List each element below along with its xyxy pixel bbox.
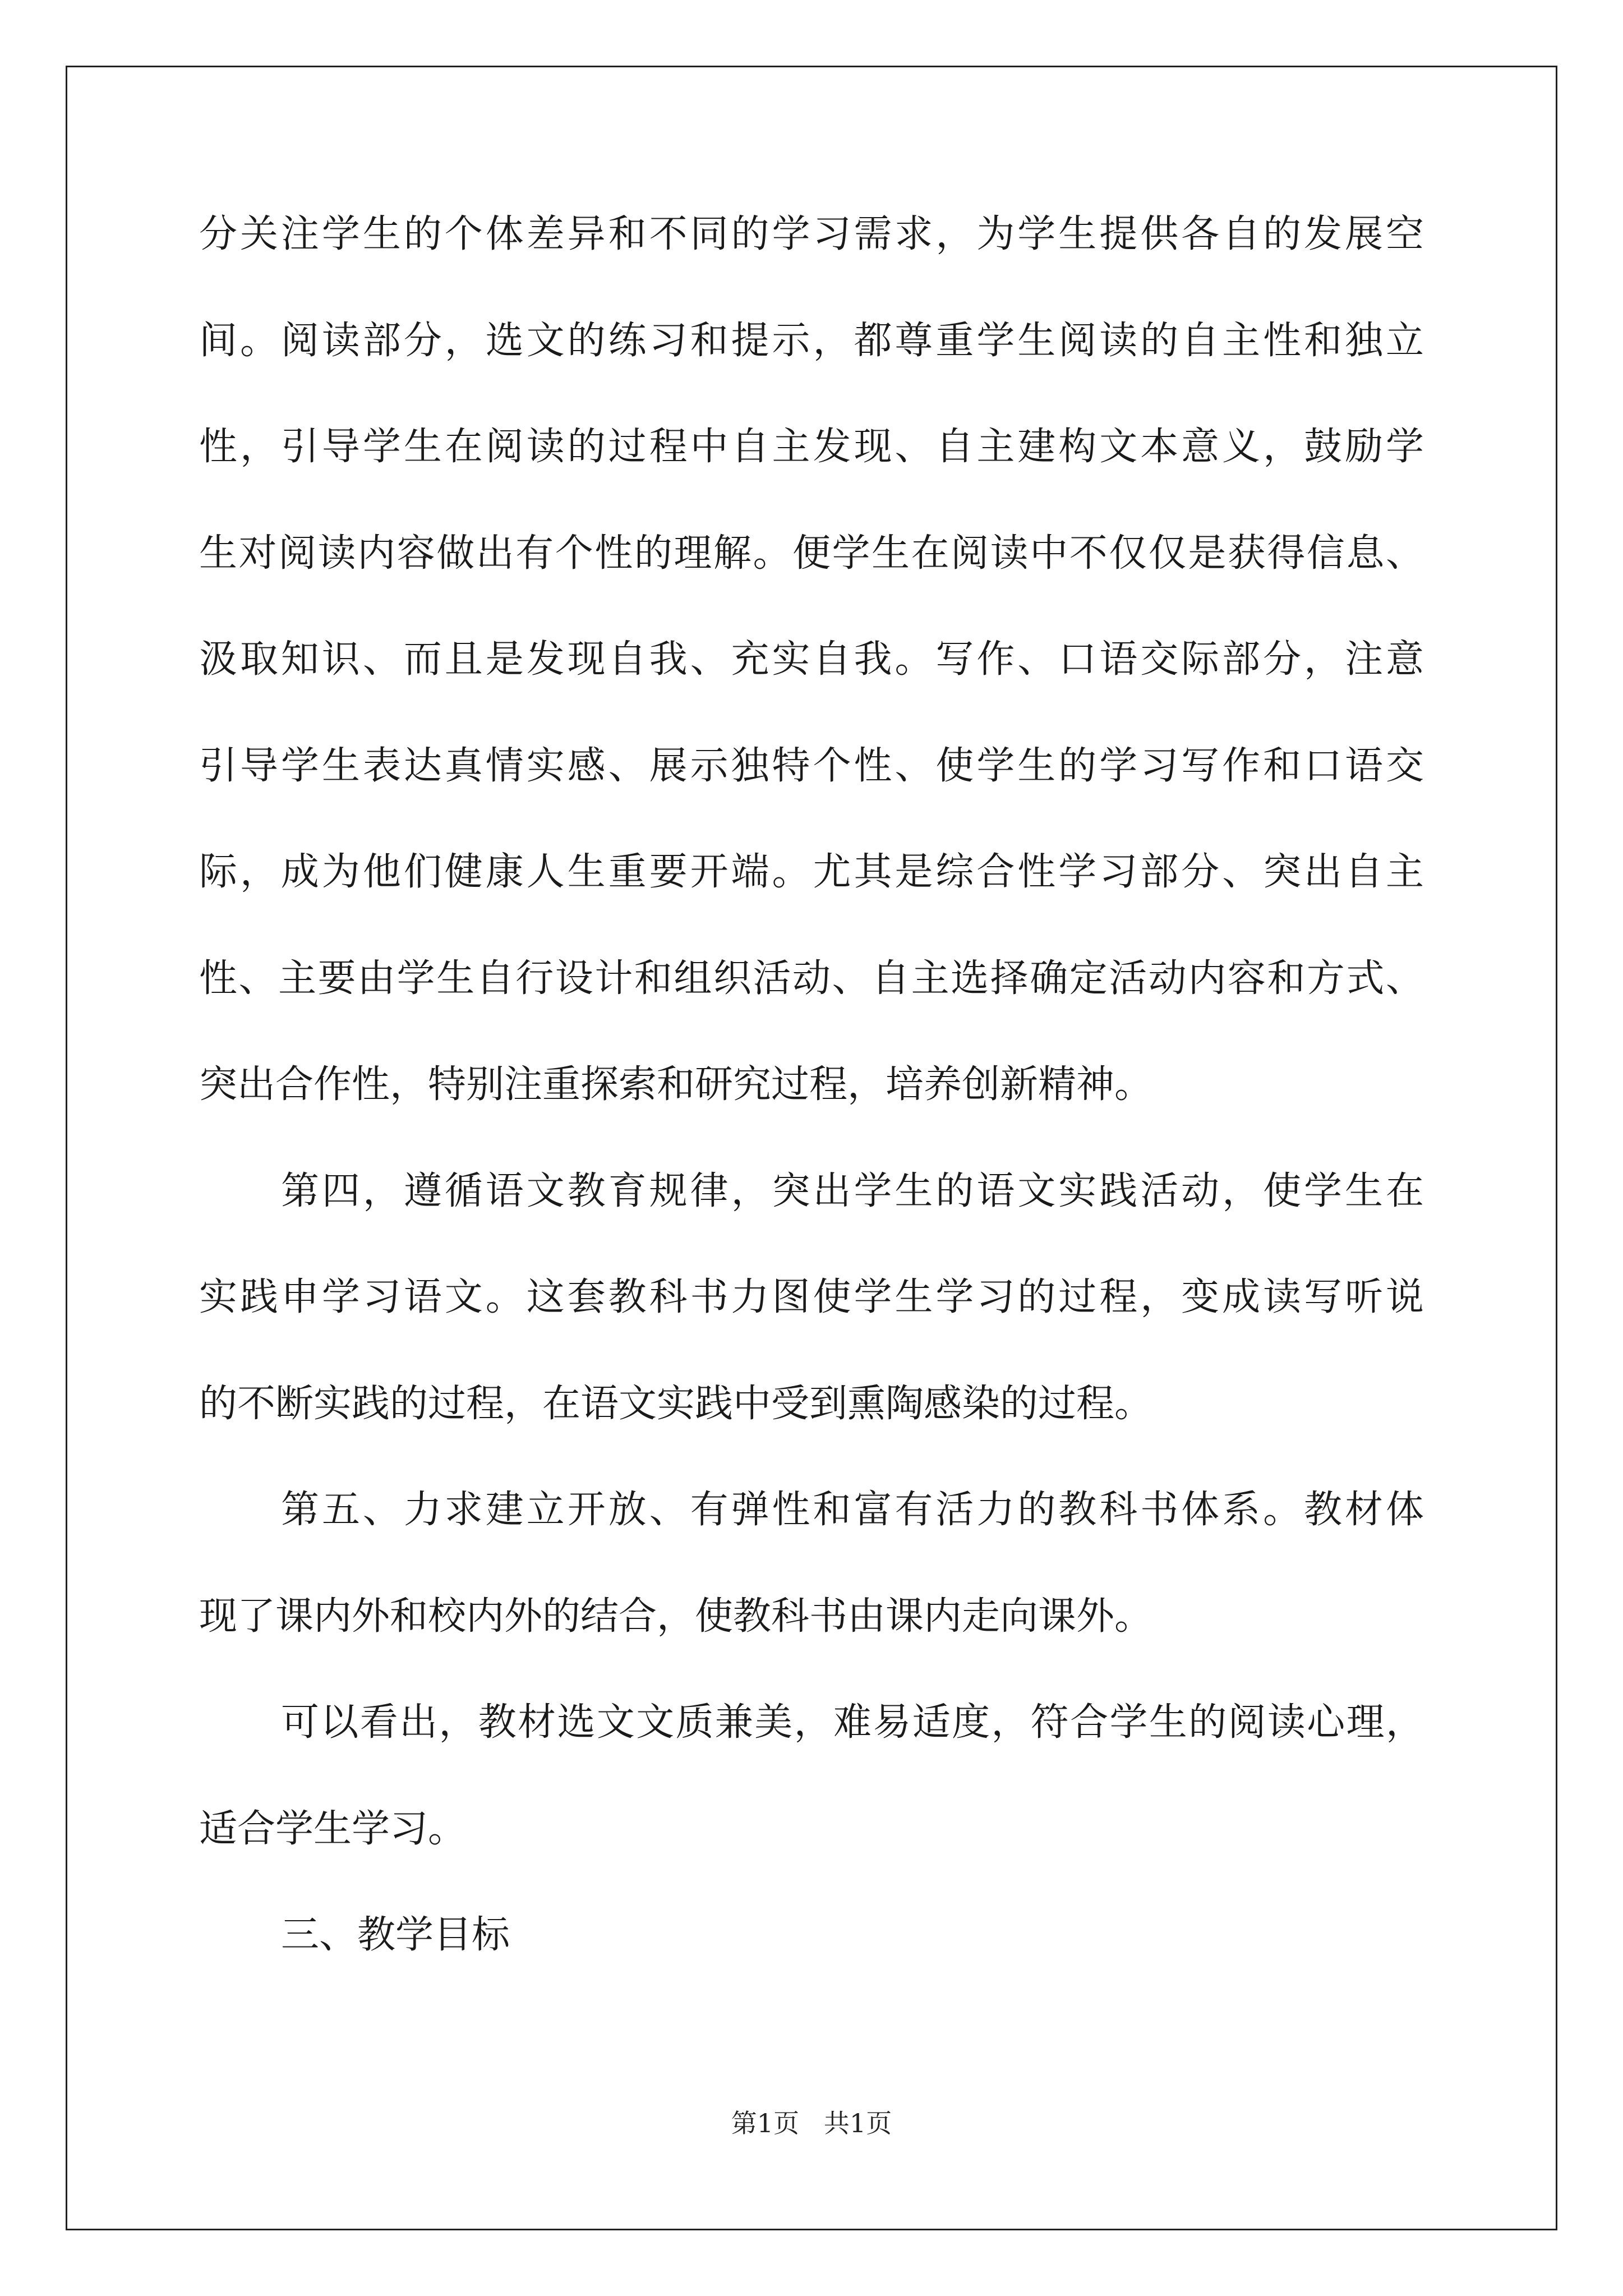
- text-line: 的不断实践的过程，在语文实践中受到熏陶感染的过程。: [199, 1381, 1153, 1426]
- text-line: 实践申学习语文。这套教科书力图使学生学习的过程，变成读写听说: [199, 1275, 1424, 1319]
- text-line: 第四，遵循语文教育规律，突出学生的语文实践活动，使学生在: [281, 1168, 1424, 1213]
- text-line: 现了课内外和校内外的结合，使教科书由课内走向课外。: [199, 1594, 1153, 1639]
- text-line: 际，成为他们健康人生重要开端。尤其是综合性学习部分、突出自主: [199, 850, 1424, 894]
- text-line: 适合学生学习。: [199, 1806, 467, 1851]
- text-line: 分关注学生的个体差异和不同的学习需求，为学生提供各自的发展空: [199, 212, 1424, 256]
- text-line: 生对阅读内容做出有个性的理解。便学生在阅读中不仅仅是获得信息、: [199, 531, 1424, 576]
- text-line: 性，引导学生在阅读的过程中自主发现、自主建构文本意义，鼓励学: [199, 425, 1424, 469]
- page-number-footer: 第1页 共1页: [731, 2108, 892, 2138]
- text-line: 第五、力求建立开放、有弹性和富有活力的教科书体系。教材体: [281, 1488, 1424, 1532]
- text-line: 引导学生表达真情实感、展示独特个性、使学生的学习写作和口语交: [199, 743, 1424, 788]
- text-line: 间。阅读部分，选文的练习和提示，都尊重学生阅读的自主性和独立: [199, 318, 1424, 363]
- text-line: 可以看出，教材选文文质兼美，难易适度，符合学生的阅读心理，: [281, 1700, 1424, 1745]
- document-body: [199, 212, 1424, 2019]
- text-line: 汲取知识、而且是发现自我、充实自我。写作、口语交际部分，注意: [199, 637, 1424, 682]
- text-line: 三、教学目标: [281, 1913, 510, 1957]
- text-line: 突出合作性，特别注重探索和研究过程，培养创新精神。: [199, 1062, 1153, 1107]
- text-line: 性、主要由学生自行设计和组织活动、自主选择确定活动内容和方式、: [199, 956, 1424, 1001]
